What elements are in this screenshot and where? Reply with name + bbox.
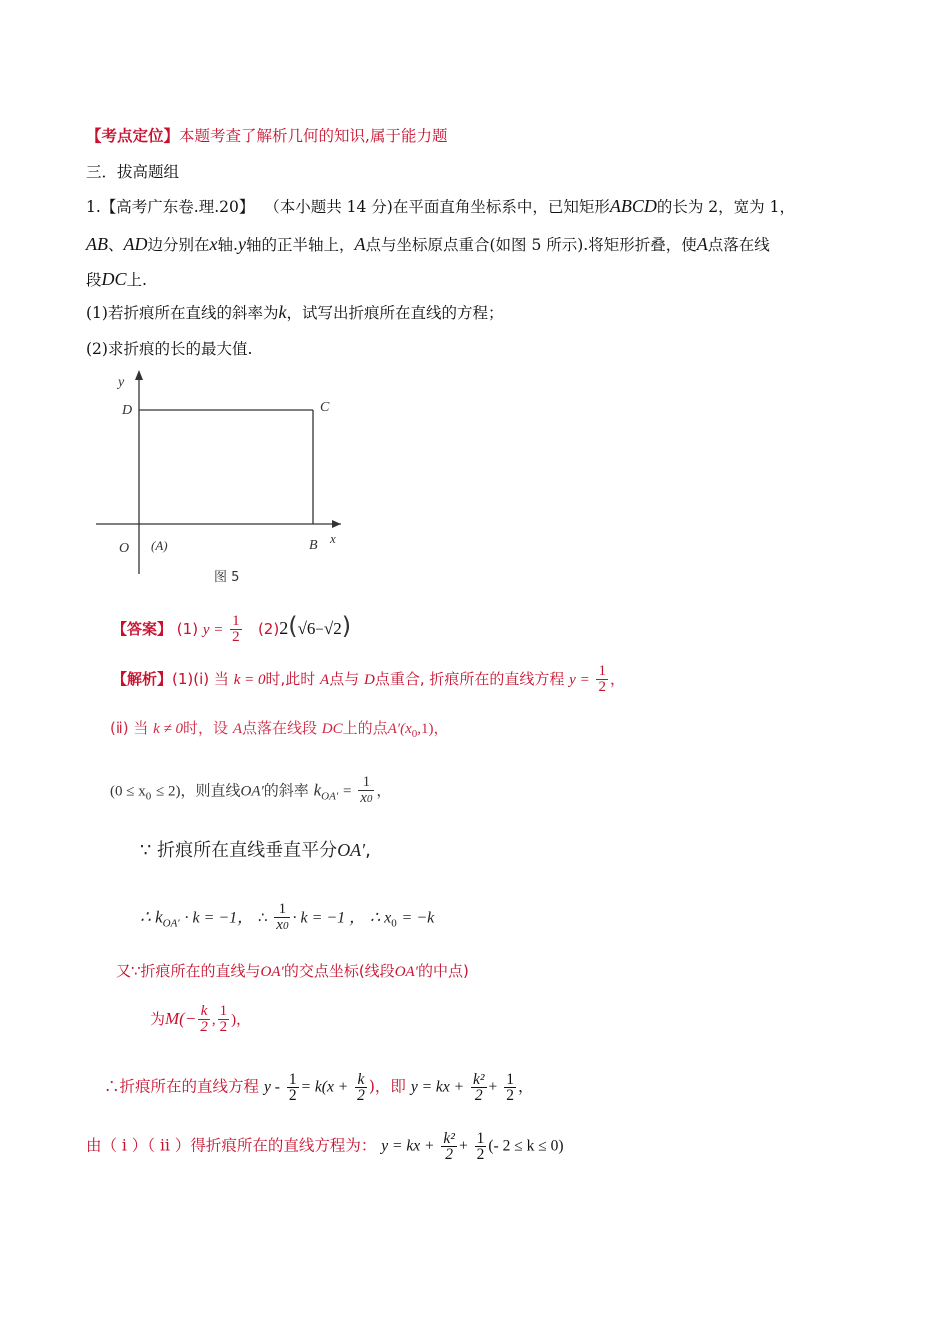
analysis-line-6 — [116, 961, 469, 982]
math-eq1: · k = −1， — [184, 909, 254, 927]
range-text: ≤ 2)，则直线 — [156, 783, 241, 800]
fraction-k2-2 — [471, 1072, 487, 1103]
problem-line-1 — [86, 196, 795, 217]
denominator: 2 — [219, 1019, 228, 1035]
math-y-eq: y = kx + — [410, 1078, 465, 1096]
question-1 — [86, 302, 503, 323]
numerator: 1 — [358, 775, 374, 791]
numerator: 1 — [598, 663, 606, 679]
analysis-text: ∴折痕所在的直线方程 — [104, 1077, 260, 1096]
fraction-half — [596, 664, 608, 695]
fraction-k2-2 — [441, 1131, 457, 1162]
var-a: A — [232, 721, 242, 737]
denominator: 2 — [445, 1146, 454, 1163]
fraction-1-2 — [218, 1004, 230, 1035]
var-k: k — [278, 302, 287, 322]
numerator: 1 — [476, 1130, 485, 1147]
var-a: A — [354, 234, 366, 254]
var-dc: DC — [321, 721, 343, 737]
answer-root2: √2 — [323, 619, 342, 638]
analysis-text: ∵ 折痕所在直线垂直平分 — [140, 840, 338, 861]
analysis-line-4 — [140, 840, 371, 861]
label-a: (A) — [151, 538, 168, 553]
denominator: 2 — [506, 1087, 514, 1104]
var-abcd: ABCD — [609, 196, 657, 216]
analysis-text: 的交点坐标(线段 — [283, 962, 395, 980]
question-text: ，试写出折痕所在直线的方程； — [286, 304, 504, 322]
figure-5 — [86, 366, 494, 588]
analysis-text: 又∵折痕所在的直线与 — [116, 962, 261, 980]
x-axis-arrow-icon — [332, 520, 341, 528]
problem-text: 点落在线 — [707, 236, 770, 254]
var-d: D — [364, 672, 375, 688]
var-oa: OA′ — [260, 964, 284, 980]
analysis-text: (1)(ⅰ) 当 — [172, 670, 229, 688]
analysis-text: ， — [376, 781, 392, 800]
answer-line — [112, 614, 351, 645]
subscript: 0 — [366, 793, 373, 805]
analysis-text: ， — [517, 1077, 534, 1096]
figure-caption: 图 5 — [214, 570, 240, 585]
sep: 、 — [108, 236, 124, 254]
fraction-k-2 — [355, 1072, 367, 1103]
denominator — [358, 791, 374, 807]
plus: + — [458, 1137, 468, 1155]
math-neg-k: = −k — [401, 909, 435, 927]
analysis-line-2 — [110, 718, 449, 744]
math-eq2: · k = −1 ， — [292, 909, 366, 927]
var-oa: OA′ — [394, 964, 418, 980]
analysis-text: 的中点) — [417, 962, 469, 980]
answer-root6: √6 — [297, 619, 316, 638]
question-2: (2)求折痕的长的最大值. — [86, 340, 253, 358]
numerator: 1 — [288, 1071, 297, 1088]
denominator: 2 — [200, 1019, 208, 1035]
x-label: x — [330, 531, 336, 546]
numerator: 1 — [274, 902, 290, 918]
question-text: (1)若折痕所在直线的斜率为 — [86, 304, 279, 322]
math-k-nonzero: k ≠ 0 — [153, 721, 184, 737]
equals: = — [342, 783, 352, 800]
subscript: OA′ — [321, 790, 339, 803]
answer-fraction — [230, 614, 242, 645]
problem-text: 上. — [126, 271, 147, 289]
analysis-line-9 — [86, 1131, 564, 1162]
kaodian-line — [86, 126, 447, 146]
fraction-1-x0 — [358, 775, 374, 807]
problem-source: 【高考广东卷.理.20】 — [100, 198, 255, 216]
problem-number: 1. — [86, 198, 101, 216]
kaodian-text: 本题考查了解析几何的知识,属于能力题 — [179, 127, 448, 145]
numerator: 1 — [232, 613, 240, 629]
var-y: y — [237, 234, 246, 254]
analysis-text: 的斜率 — [263, 781, 309, 800]
analysis-text: (ⅱ) 当 — [110, 719, 149, 737]
label-o: O — [119, 541, 130, 556]
numerator: k — [198, 1004, 210, 1020]
analysis-text: ， — [609, 670, 625, 688]
fraction-1-2 — [287, 1072, 299, 1103]
answer-part1-label: (1) — [176, 620, 199, 638]
var-a: A — [320, 672, 330, 688]
numerator: 1 — [506, 1071, 514, 1088]
denominator: 2 — [598, 679, 606, 695]
var-x: x — [209, 234, 218, 254]
point-m-end: )， — [231, 1012, 252, 1028]
problem-text: 轴的正半轴上， — [245, 236, 355, 254]
fraction-1-x0 — [274, 902, 290, 934]
analysis-text: 上的点 — [342, 719, 388, 737]
analysis-text: 点重合, 折痕所在的直线方程 — [374, 670, 565, 688]
math-x0: ∴ x — [369, 909, 392, 927]
y-label: y — [118, 375, 125, 390]
analysis-line-8 — [104, 1072, 533, 1103]
analysis-text: 为 — [150, 1010, 166, 1028]
analysis-text: ， — [433, 719, 449, 737]
problem-line-2 — [86, 234, 770, 255]
problem-text: 的长为 2，宽为 1， — [656, 198, 795, 216]
subscript: 0 — [282, 920, 289, 932]
label-d: D — [122, 403, 133, 418]
analysis-text: , — [365, 840, 371, 861]
math-kx: = k(x + — [300, 1078, 349, 1096]
kaodian-tag: 【考点定位】 — [86, 126, 180, 145]
math-y-minus: y - — [263, 1078, 280, 1096]
analysis-tag: 【解析】 — [112, 670, 173, 688]
problem-text: 点与坐标原点重合(如图 5 所示).将矩形折叠，使 — [365, 236, 697, 254]
math-y-eq: y = — [569, 672, 590, 688]
analysis-line-5 — [140, 902, 434, 934]
fraction-k-2 — [198, 1004, 210, 1035]
numerator: k — [355, 1072, 367, 1088]
denominator: 2 — [357, 1087, 365, 1104]
paren-open-icon: ( — [288, 612, 298, 640]
denominator: 2 — [474, 1087, 483, 1104]
var-a: A — [696, 234, 708, 254]
fraction-1-2 — [475, 1131, 487, 1162]
math-range: (- 2 ≤ k ≤ 0) — [488, 1137, 564, 1155]
denominator: 2 — [232, 629, 240, 645]
denominator-x: x — [360, 790, 367, 806]
section-title: 三．拔高题组 — [86, 163, 180, 181]
analysis-line-7 — [150, 1004, 251, 1035]
point-a-prime: A′(x — [387, 721, 412, 737]
analysis-text: )，即 — [368, 1077, 406, 1096]
problem-text: 段 — [86, 271, 102, 289]
label-b: B — [309, 538, 318, 553]
analysis-text: 时,此时 — [265, 670, 316, 688]
denominator: 2 — [476, 1146, 485, 1163]
math-y-eq: y = kx + — [381, 1137, 435, 1155]
analysis-line-3 — [110, 775, 391, 807]
subscript: OA′ — [162, 917, 180, 930]
problem-text: 轴. — [217, 236, 238, 254]
analysis-line-1 — [112, 664, 625, 695]
answer-minus: − — [315, 622, 324, 638]
analysis-text: 点与 — [329, 670, 360, 688]
subscript: 0 — [391, 917, 397, 930]
var-k: k — [313, 780, 322, 800]
answer-part2-label: (2) — [257, 620, 280, 638]
comma: , — [211, 1012, 216, 1028]
answer-coefficient: 2 — [279, 618, 289, 638]
numerator: 1 — [219, 1003, 228, 1019]
numerator: k² — [472, 1071, 485, 1088]
range-text: (0 ≤ x — [110, 783, 146, 800]
var-oa: OA′ — [240, 783, 264, 800]
var-oa: OA′ — [337, 840, 366, 860]
y-axis-arrow-icon — [135, 370, 143, 380]
subscript: 0 — [411, 728, 418, 740]
fraction-1-2 — [504, 1072, 516, 1103]
problem-line-3 — [86, 269, 147, 290]
var-ab: AB — [86, 234, 108, 254]
denominator — [274, 918, 290, 934]
analysis-text: 点落在线段 — [241, 719, 317, 737]
point-m: M(− — [165, 1009, 197, 1028]
answer-y-eq: y = — [202, 622, 224, 638]
analysis-text: 时，设 — [183, 719, 229, 737]
problem-text: 边分别在 — [147, 236, 210, 254]
problem-text: （本小题共 14 分)在平面直角坐标系中，已知矩形 — [264, 198, 610, 216]
var-dc: DC — [101, 269, 127, 289]
paren-close-icon: ) — [341, 612, 352, 640]
subscript: 0 — [145, 790, 152, 803]
var-ad: AD — [123, 234, 148, 254]
label-c: C — [320, 400, 330, 415]
plus: + — [488, 1078, 498, 1096]
numerator: k² — [443, 1130, 455, 1147]
therefore-icon: ∴ — [257, 908, 268, 927]
analysis-text: 由（ ⅰ ）（ ⅱ ）得折痕所在的直线方程为： — [86, 1136, 377, 1155]
point-a-prime-end: ,1) — [417, 721, 434, 737]
math-k: ∴ k — [140, 907, 163, 927]
denominator: 2 — [288, 1087, 297, 1104]
figure-5-diagram — [86, 366, 494, 588]
answer-tag: 【答案】 — [112, 620, 173, 638]
math-k0: k = 0 — [233, 672, 266, 688]
denominator-x: x — [276, 917, 283, 933]
